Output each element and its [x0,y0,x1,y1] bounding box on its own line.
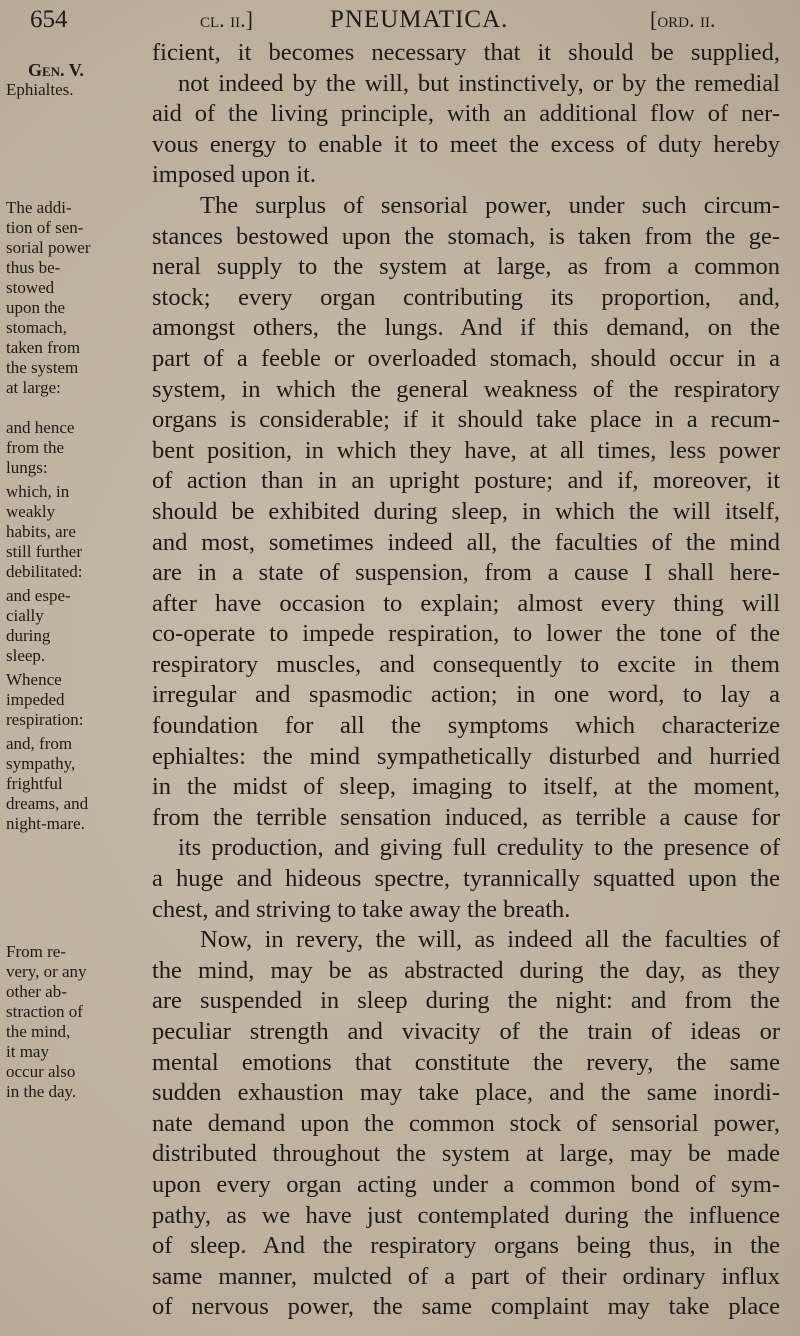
text-line: of sleep. And the respiratory organs being thus, in the [152,1232,780,1260]
page-number: 654 [30,6,68,33]
margin-note-line: stowed [6,278,55,297]
margin-note-line: and hence [6,418,75,437]
text-line: irregular and spasmodic action; in one word, to lay a [152,681,780,709]
margin-note-line: the mind, [6,1022,71,1041]
margin-note-line: sleep. [6,646,46,665]
margin-note-line: it may [6,1042,49,1061]
margin-note-line: very, or any [6,962,87,981]
margin-note-line: sorial power [6,238,91,257]
margin-note-line: frightful [6,774,63,793]
margin-note-line: still further [6,542,83,561]
text-line: after have occasion to explain; almost every thing will [152,589,780,617]
margin-note-line: thus be- [6,258,61,277]
text-line: same manner, mulcted of a part of their ordinary influx [152,1262,780,1290]
margin-note-line: respiration: [6,710,84,729]
text-line: amongst others, the lungs. And if this demand, on the [152,314,780,342]
text-line: neral supply to the system at large, as from a common [152,253,780,281]
text-line: respiratory muscles, and consequently to excite in them [152,650,780,678]
text-line: the mind, may be as abstracted during the day, as they [152,956,780,984]
margin-note-line: at large: [6,378,61,397]
margin-note-line: in the day. [6,1082,77,1101]
text-line: ficient, it becomes necessary that it should be supplied, [152,39,780,66]
text-line: bent position, in which they have, at all times, less power [152,436,780,464]
text-line: organs is considerable; if it should take place in a recum- [152,406,780,434]
margin-note-line: which, in [6,482,70,501]
margin-note-line: stomach, [6,318,67,337]
margin-note-line: upon the [6,298,66,317]
margin-note-line: Gen. V. [28,60,84,80]
text-line: pathy, as we have just contemplated during the influence [152,1201,780,1229]
text-line: co-operate to impede respiration, to lower the tone of the [152,620,780,648]
margin-note-line: and espe- [6,586,71,605]
margin-note [6,670,146,730]
margin-note-line: the system [6,358,79,377]
text-line: ephialtes: the mind sympathetically disturbed and hurried [152,742,780,770]
margin-note [6,60,146,100]
text-line: stances bestowed upon the stomach, is taken from the ge- [152,222,780,250]
margin-note-line: from the [6,438,65,457]
text-line: in the midst of sleep, imaging to itself, at the moment, [152,773,780,801]
margin-note-line: straction of [6,1002,83,1021]
margin-note-line: lungs: [6,458,48,477]
margin-note-line: and, from [6,734,73,753]
text-line: chest, and striving to take away the breath. [152,895,571,923]
text-line: distributed throughout the system at large, may be made [152,1140,780,1168]
text-line: The surplus of sensorial power, under such circum- [200,191,780,219]
margin-note-line: cially [6,606,44,625]
text-line: are in a state of suspension, from a cause I shall here- [152,559,780,587]
text-line: foundation for all the symptoms which characterize [152,712,780,740]
margin-note-line: From re- [6,942,66,961]
text-line: of nervous power, the same complaint may take place [152,1293,780,1321]
text-line: stock; every organ contributing its proportion, and, [152,283,780,311]
text-line: and most, sometimes indeed all, the faculties of the mind [152,528,780,556]
body-text [152,38,780,1323]
margin-note-line: night-mare. [6,814,85,833]
text-line: Now, in revery, the will, as indeed all the faculties of [200,926,780,954]
margin-note [6,418,146,478]
running-title: PNEUMATICA. [330,6,509,33]
text-line: of action than in an upright posture; and if, moreover, it [152,467,780,495]
margin-note [6,482,146,582]
margin-note-line: impeded [6,690,65,709]
margin-note [6,734,146,834]
margin-note-line: dreams, and [6,794,89,813]
text-line: upon every organ acting under a common bond of sym- [152,1170,780,1198]
text-line: system, in which the general weakness of the respiratory [152,375,780,403]
margin-note [6,942,146,1102]
text-line: nate demand upon the common stock of sensorial power, [152,1109,780,1137]
text-line: not indeed by the will, but instinctively, or by the remedial [178,69,780,97]
margin-note-line: Ephialtes. [6,80,74,99]
text-line: aid of the living principle, with an additional flow of ner- [152,100,780,128]
margin-note-line: habits, are [6,522,76,541]
margin-note-line: sympathy, [6,754,76,773]
margin-note-line: tion of sen- [6,218,84,237]
margin-note-line: occur also [6,1062,76,1081]
running-order: [ord. ii. [650,7,716,32]
text-line: from the terrible sensation induced, as terrible a cause for [152,803,780,831]
text-line: should be exhibited during sleep, in which the will itself, [152,497,780,525]
margin-note-line: Whence [6,670,62,689]
margin-note [6,198,146,398]
text-line: sudden exhaustion may take place, and the same inordi- [152,1079,780,1107]
text-line: vous energy to enable it to meet the excess of duty hereby [152,130,780,158]
margin-note-line: taken from [6,338,81,357]
text-line: peculiar strength and vivacity of the train of ideas or [152,1018,780,1045]
running-chapter: cl. ii.] [200,7,253,32]
margin-note [6,586,146,666]
text-line: part of a feeble or overloaded stomach, should occur in a [152,344,780,372]
text-line: imposed upon it. [152,161,317,189]
text-line: mental emotions that constitute the revery, the same [152,1048,780,1076]
text-line: a huge and hideous spectre, tyrannically squatted upon the [152,865,780,893]
margin-note-line: debilitated: [6,562,83,581]
margin-note-line: other ab- [6,982,67,1001]
text-line: are suspended in sleep during the night: and from the [152,987,780,1015]
margin-note-line: during [6,626,51,645]
margin-note-line: weakly [6,502,56,521]
text-line: its production, and giving full credulity to the presence of [178,834,780,862]
margin-note-line: The addi- [6,198,72,217]
